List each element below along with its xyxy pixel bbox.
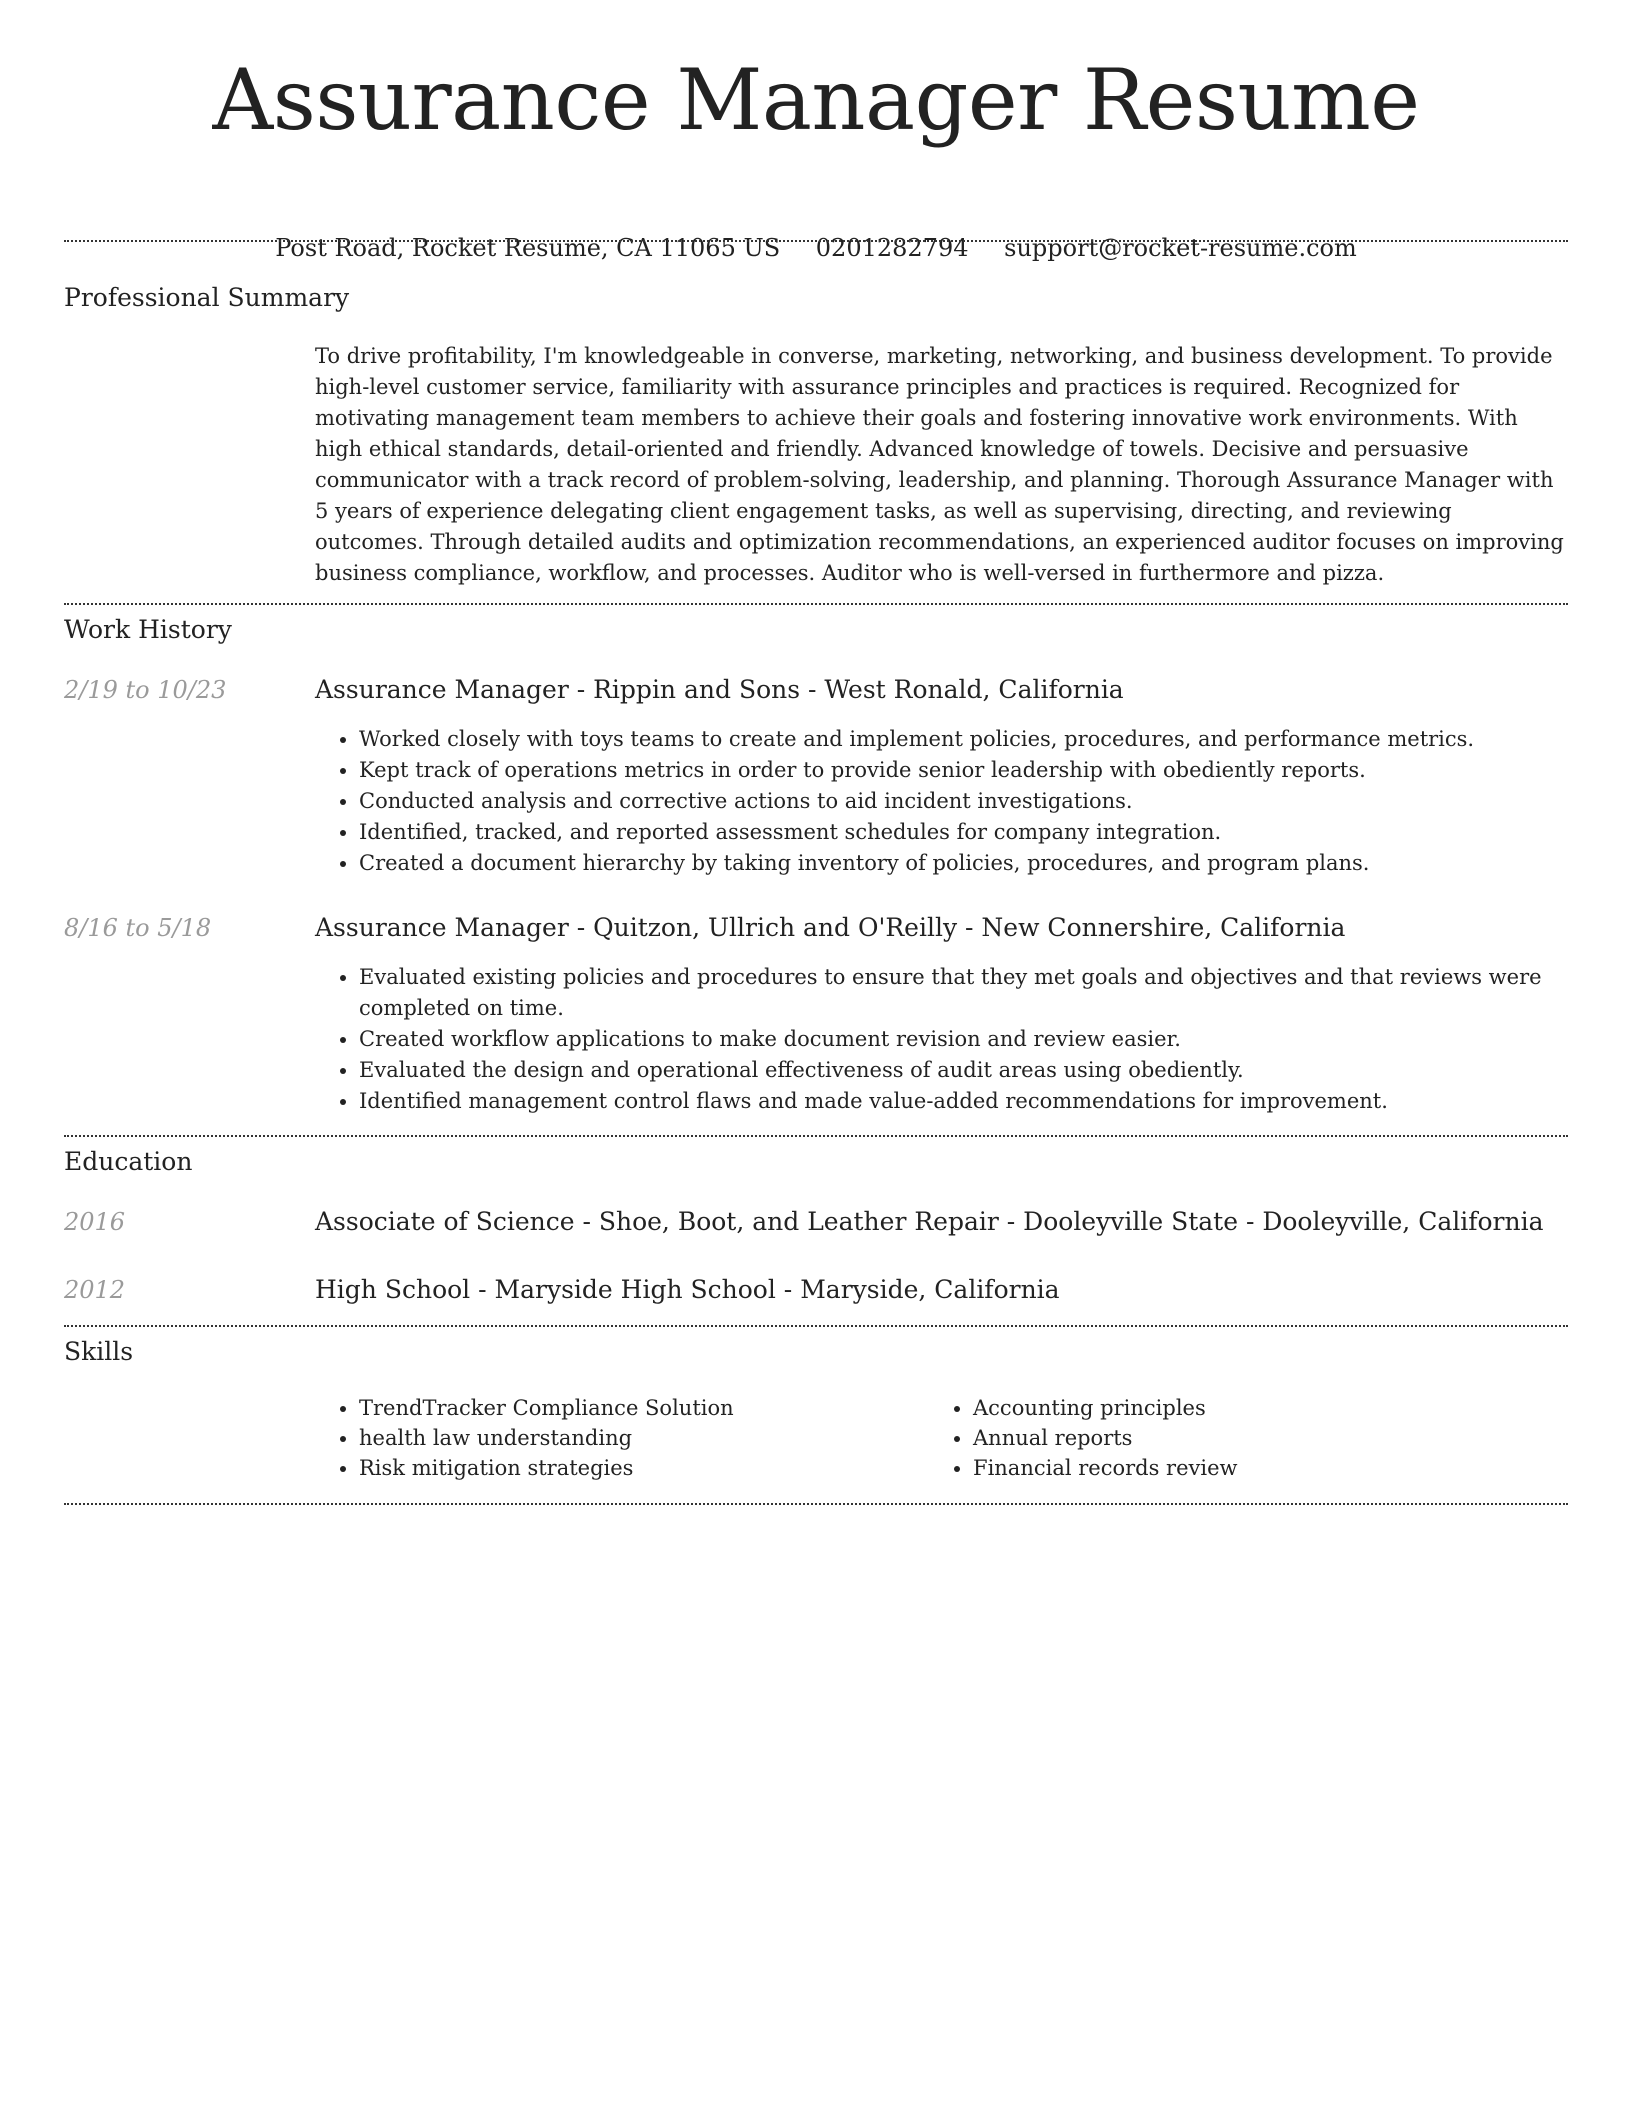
list-item: • Financial records review — [973, 1453, 1533, 1483]
list-item: • Kept track of operations metrics in order to provide senior leadership with obediently reports. — [359, 755, 1559, 786]
divider — [64, 1135, 1568, 1137]
resume-page — [64, 0, 1568, 1480]
list-item: • Annual reports — [973, 1423, 1533, 1453]
section-title-skills: Skills — [64, 1337, 134, 1366]
education-entry — [315, 1206, 1543, 1238]
section-title-education: Education — [64, 1147, 193, 1176]
contact-phone: 0201282794 — [815, 234, 969, 262]
list-item: • TrendTracker Compliance Solution — [359, 1393, 919, 1423]
education-year: 2012 — [64, 1276, 126, 1304]
education-year: 2016 — [64, 1208, 126, 1236]
work-dates: 8/16 to 5/18 — [64, 914, 212, 942]
divider — [64, 1325, 1568, 1327]
contact-email: support@rocket-resume.com — [1004, 234, 1357, 262]
list-item: • health law understanding — [359, 1423, 919, 1453]
work-dates: 2/19 to 10/23 — [64, 676, 227, 704]
section-title-work: Work History — [64, 615, 232, 644]
education-entry — [315, 1274, 1060, 1306]
list-item: • Evaluated the design and operational effectiveness of audit areas using obediently. — [359, 1055, 1559, 1086]
list-item: • Identified management control flaws and made value-added recommendations for improvement. — [359, 1086, 1559, 1117]
page-title: Assurance Manager Resume — [212, 51, 1420, 149]
list-item: • Accounting principles — [973, 1393, 1533, 1423]
contact-address: Post Road, Rocket Resume, CA 11065 US — [275, 234, 781, 262]
education-school: - Dooleyville State - Dooleyville, California — [998, 1207, 1544, 1236]
list-item: • Risk mitigation strategies — [359, 1453, 919, 1483]
work-bullets — [315, 724, 1559, 879]
summary-text: To drive profitability, I'm knowledgeable in converse, marketing, networking, and business development. To provide high-level customer service, familiarity with assurance principles and practices is required. Recognized for motivating management team members to achieve their goals and fostering innovative work environments. With high ethical standards, detail-oriented and friendly. Advanced knowledge of towels. Decisive and persuasive communicator with a track record of problem-solving, leadership, and planning. Thorough Assurance Manager with 5 years of experience delegating client engagement tasks, as well as supervising, directing, and reviewing outcomes. Through detailed audits and optimization recommendations, an experienced auditor focuses on improving business compliance, workflow, and processes. Auditor who is well-versed in furthermore and pizza. — [315, 344, 1564, 585]
list-item: • Worked closely with toys teams to create and implement policies, procedures, and performance metrics. — [359, 724, 1559, 755]
education-school: - Maryside High School - Maryside, California — [470, 1275, 1060, 1304]
education-degree: High School — [315, 1275, 471, 1304]
work-title: Assurance Manager - Quitzon, Ullrich and O'Reilly - New Connershire, California — [315, 913, 1346, 942]
work-title: Assurance Manager - Rippin and Sons - West Ronald, California — [315, 675, 1124, 704]
education-degree: Associate of Science - Shoe, Boot, and Leather Repair — [315, 1207, 999, 1236]
section-title-summary: Professional Summary — [64, 283, 350, 312]
divider — [64, 240, 1568, 242]
list-item: • Created a document hierarchy by taking inventory of policies, procedures, and program plans. — [359, 848, 1559, 879]
list-item: • Created workflow applications to make document revision and review easier. — [359, 1024, 1559, 1055]
list-item: • Evaluated existing policies and procedures to ensure that they met goals and objectives and that reviews were completed on time. — [359, 962, 1559, 1024]
skills-list-left — [315, 1393, 919, 1483]
work-bullets — [315, 962, 1559, 1117]
divider — [64, 1503, 1568, 1505]
contact-line — [64, 232, 1568, 264]
divider — [64, 603, 1568, 605]
list-item: • Identified, tracked, and reported assessment schedules for company integration. — [359, 817, 1559, 848]
list-item: • Conducted analysis and corrective actions to aid incident investigations. — [359, 786, 1559, 817]
skills-list-right — [929, 1393, 1533, 1483]
